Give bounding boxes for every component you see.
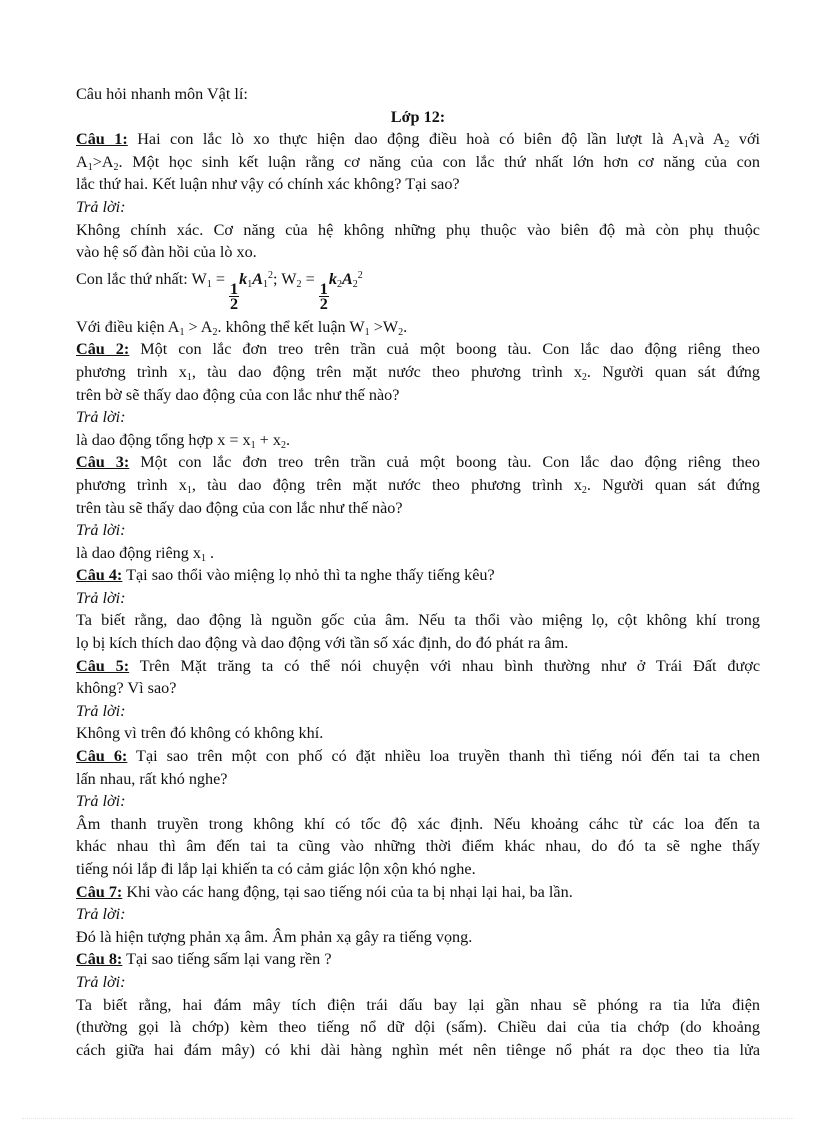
fraction-half: $\frac{1}{2}$ <box>230 279 239 313</box>
answer-6-line-2: khác nhau thì âm đến tai ta cũng vào những thời điểm khác nhau, do đó ta sẽ nghe thấy <box>76 837 760 856</box>
question-4: Câu 4: Tại sao thổi vào miệng lọ nhỏ thì ta nghe thấy tiếng kêu? <box>76 566 495 585</box>
answer-4-line-1: Ta biết rằng, dao động là nguồn gốc của âm. Nếu ta thổi vào miệng lọ, cột không khí trong <box>76 611 760 630</box>
answer-4-line-2: lọ bị kích thích dao động và dao động với tần số xác định, do đó phát ra âm. <box>76 634 569 653</box>
answer-label: Trả lời: <box>76 197 126 216</box>
question-1: Câu 1: Hai con lắc lò xo thực hiện dao động điều hoà có biên độ lần lượt là $A_1và$ $A_2$ với <box>76 130 761 151</box>
answer-8-line-1: Ta biết rằng, hai đám mây tích điện trái dấu bay lại gần nhau sẽ phóng ra tia lửa điện <box>76 995 760 1014</box>
question-label: Câu 7: <box>76 882 123 901</box>
answer-label: Trả lời: <box>76 408 126 427</box>
question-label: Câu 8: <box>76 950 123 969</box>
question-8: Câu 8: Tại sao tiếng sấm lại vang rền ? <box>76 950 332 969</box>
question-1-line-3: lắc thứ hai. Kết luận như vậy có chính xác không? Tại sao? <box>76 175 460 194</box>
grade-title: Lớp 12: <box>390 107 446 126</box>
answer-5: Không vì trên đó không có không khí. <box>76 724 324 743</box>
question-3-line-2: phương trình $x_1$, tàu dao động trên mặt nước theo phương trình $x_2$. Người quan sát đứng <box>76 475 760 496</box>
question-label: Câu 2: <box>76 340 130 359</box>
energy-formula: Con lắc thứ nhất: $W_1$ = $\frac{1}{2}$ $k_1A_1^2$; $W_2$ = $\frac{1}{2}$ $k_2A_2^2$ <box>76 269 363 313</box>
answer-2: là dao động tổng hợp $x = x_1 + x_2$. <box>76 430 290 451</box>
answer-6-line-1: Âm thanh truyền trong không khí có tốc độ xác định. Nếu khoảng cáhc từ các loa đến ta <box>76 814 760 833</box>
question-label: Câu 6: <box>76 747 128 766</box>
question-label: Câu 3: <box>76 453 130 472</box>
answer-label: Trả lời: <box>76 588 126 607</box>
question-6-line-2: lấn nhau, rất khó nghe? <box>76 769 228 788</box>
question-2-line-2: phương trình $x_1$, tàu dao động trên mặt nước theo phương trình $x_2$. Người quan sát đứng <box>76 362 760 383</box>
answer-8-line-3: cách giữa hai đám mây) có khi dài hàng nghìn mét nên tiênge nổ phát ra dọc theo tia lửa <box>76 1040 760 1059</box>
answer-label: Trả lời: <box>76 905 126 924</box>
answer-1-line-1: Không chính xác. Cơ năng của hệ không những phụ thuộc vào biên độ mà còn phụ thuộc <box>76 220 760 239</box>
question-label: Câu 1: <box>76 130 128 149</box>
answer-6-line-3: tiếng nói lắp đi lắp lại khiến ta có cảm giác lộn xộn khó nghe. <box>76 860 476 878</box>
page-bottom-divider <box>22 1118 794 1119</box>
question-label: Câu 5: <box>76 656 130 675</box>
question-5-line-2: không? Vì sao? <box>76 679 177 698</box>
answer-label: Trả lời: <box>76 701 126 720</box>
answer-1-line-2: vào hệ số đàn hồi của lò xo. <box>76 243 257 262</box>
question-1-line-2: $A_1>A_2$. Một học sinh kết luận rằng cơ năng của con lắc thứ nhất lớn hơn cơ năng của con <box>76 152 760 173</box>
document-page <box>76 83 760 1061</box>
answer-8-line-2: (thường gọi là chớp) kèm theo tiếng nổ dữ dội (sấm). Chiều dai của tia chớp (do khoảng <box>76 1018 760 1037</box>
question-3: Câu 3: Một con lắc đơn treo trên trần cuả một boong tàu. Con lắc dao động riêng theo <box>76 453 760 472</box>
question-5: Câu 5: Trên Mặt trăng ta có thể nói chuyện với nhau bình thường như ở Trái Đất được <box>76 656 760 675</box>
question-3-line-3: trên tàu sẽ thấy dao động của con lắc như thế nào? <box>76 498 403 517</box>
fraction-half: $\frac{1}{2}$ <box>319 279 328 313</box>
question-7: Câu 7: Khi vào các hang động, tại sao tiếng nói của ta bị nhại lại hai, ba lần. <box>76 882 573 901</box>
answer-1-conclusion: Với điều kiện $A_1 > A_2$. không thể kết luận $W_1 >W_2$. <box>76 317 408 338</box>
answer-label: Trả lời: <box>76 521 126 540</box>
answer-label: Trả lời: <box>76 792 126 811</box>
document-header: Câu hỏi nhanh môn Vật lí: <box>76 85 248 103</box>
answer-3: là dao động riêng $x_1$ . <box>76 543 215 564</box>
question-2: Câu 2: Một con lắc đơn treo trên trần cuả một boong tàu. Con lắc dao động riêng theo <box>76 340 760 359</box>
question-2-line-3: trên bờ sẽ thấy dao động của con lắc như thế nào? <box>76 385 400 404</box>
answer-label: Trả lời: <box>76 972 126 991</box>
question-6: Câu 6: Tại sao trên một con phố có đặt nhiều loa truyền thanh thì tiếng nói đến tai ta chen <box>76 747 760 766</box>
answer-7: Đó là hiện tượng phản xạ âm. Âm phản xạ gây ra tiếng vọng. <box>76 927 473 946</box>
question-label: Câu 4: <box>76 566 123 585</box>
